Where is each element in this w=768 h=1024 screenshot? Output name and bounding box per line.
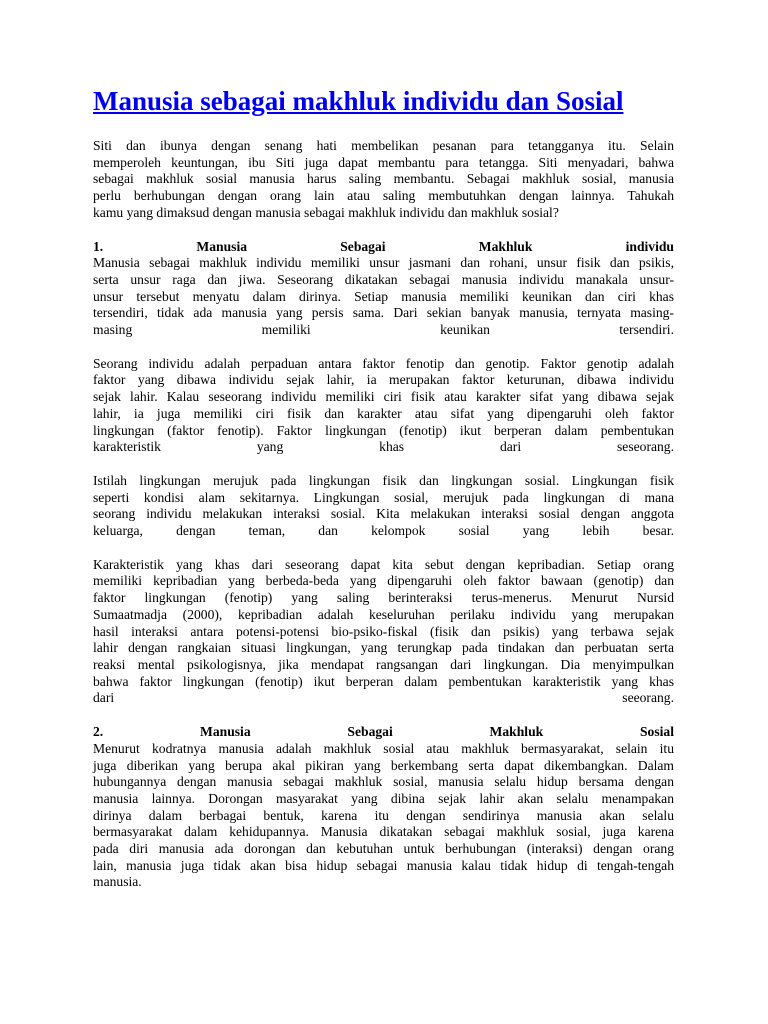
text-line: bermasyarakat dalam kehidupannya. Manusia dikatakan sebagai makhluk sosial, juga karena [93,824,674,840]
intro-paragraph [93,138,674,222]
text-line: perlu berhubungan dengan orang lain atau saling membutuhkan dengan lainnya. Tahukah [93,188,674,204]
text-line: juga diberikan yang berupa akal pikiran yang berkembang serta dapat dikembangkan. Dalam [93,757,674,773]
section-individu [93,239,674,339]
text-line: memperoleh keuntungan, ibu Siti juga dapat membantu para tetangga. Siti menyadari, bahwa [93,154,674,170]
text-line: lain, manusia juga tidak akan bisa hidup sebagai manusia kalau tidak hidup di tengah-tengah [93,857,674,873]
text-line: Siti dan ibunya dengan senang hati membelikan pesanan para tetangganya itu. Selain [93,138,674,153]
text-line: faktor lingkungan (fenotip) yang saling berinteraksi terus-menerus. Menurut Nursid [93,590,674,606]
text-line: sejak lahir. Kalau seseorang individu memiliki ciri fisik atau karakter sifat yang dibawa sejak [93,389,674,405]
text-line: masing memiliki keunikan tersendiri. [93,322,674,338]
text-line: hubungannya dengan manusia sebagai makhluk sosial, manusia selalu hidup bersama dengan [93,774,674,790]
text-line: Sumaatmadja (2000), kepribadian adalah keseluruhan perilaku individu yang merupakan [93,606,674,622]
paragraph-genotip [93,356,674,456]
paragraph-lingkungan [93,473,674,540]
text-line: seorang individu melakukan interaksi sosial. Kita melakukan interaksi sosial dengan anggota [93,506,674,522]
text-line: dirinya dalam berbagai bentuk, karena itu dengan sendirinya manusia akan selalu [93,807,674,823]
text-line: bahwa faktor lingkungan (fenotip) ikut berperan dalam pembentukan karakteristik yang khas [93,673,674,689]
text-line: lingkungan (faktor fenotip). Faktor lingkungan (fenotip) ikut berperan dalam pembentukan [93,422,674,438]
text-line: manusia. [93,874,142,890]
text-line: Seorang individu adalah perpaduan antara faktor fenotip dan genotip. Faktor genotip adalah [93,355,674,371]
text-line: karakteristik yang khas dari seseorang. [93,439,674,455]
text-line: Menurut kodratnya manusia adalah makhluk sosial atau makhluk bermasyarakat, selain itu [93,740,674,756]
text-line: faktor yang dibawa individu sejak lahir, ia merupakan faktor keturunan, dibawa individu [93,372,674,388]
text-line: lahir dengan rangkaian situasi lingkungan, yang terungkap pada tindakan dan perbuatan serta [93,640,674,656]
section-heading-sosial: 2. Manusia Sebagai Makhluk Sosial [93,724,674,740]
section-heading-individu: 1. Manusia Sebagai Makhluk individu [93,238,674,254]
text-line: dari seeorang. [93,690,674,706]
text-line: lahir, ia juga memiliki ciri fisik dan karakter atau sifat yang dipengaruhi oleh faktor [93,405,674,421]
text-line: reaksi mental psikologisnya, jika mendapat rangsangan dari lingkungan. Dia menyimpulkan [93,656,674,672]
text-line: keluarga, dengan teman, dan kelompok sosial yang lebih besar. [93,523,674,539]
section-sosial [93,724,674,891]
text-line: serta unsur raga dan jiwa. Seseorang dikatakan sebagai manusia individu manakala unsur- [93,271,674,287]
text-line: manusia lainnya. Dorongan masyarakat yang dibina sejak lahir akan selalu menampakan [93,790,674,806]
text-line: pada diri manusia ada dorongan dan kebutuhan untuk berhubungan (interaksi) dengan orang [93,841,674,857]
text-line: sebagai makhluk sosial manusia harus saling membantu. Sebagai makhluk sosial, manusia [93,171,674,187]
paragraph-kepribadian [93,557,674,707]
text-line: kamu yang dimaksud dengan manusia sebagai makhluk individu dan makhluk sosial? [93,204,559,220]
text-line: memiliki kepribadian yang berbeda-beda yang dipengaruhi oleh faktor bawaan (genotip) dan [93,573,674,589]
text-line: unsur tersebut menyatu dalam dirinya. Setiap manusia memiliki keunikan dan ciri khas [93,288,674,304]
text-line: Karakteristik yang khas dari seseorang dapat kita sebut dengan kepribadian. Setiap orang [93,556,674,572]
text-line: tersendiri, tidak ada manusia yang persis sama. Dari sekian banyak manusia, ternyata masing- [93,305,674,321]
text-line: Istilah lingkungan merujuk pada lingkungan fisik dan lingkungan sosial. Lingkungan fisik [93,472,674,488]
document-page [93,85,674,908]
text-line: hasil interaksi antara potensi-potensi bio-psiko-fiskal (fisik dan psikis) yang terbawa sejak [93,623,674,639]
text-line: Manusia sebagai makhluk individu memiliki unsur jasmani dan rohani, unsur fisik dan psikis, [93,255,674,271]
page-title-link[interactable]: Manusia sebagai makhluk individu dan Sosial [93,86,624,116]
text-line: seperti kondisi alam sekitarnya. Lingkungan sosial, merujuk pada lingkungan di mana [93,489,674,505]
